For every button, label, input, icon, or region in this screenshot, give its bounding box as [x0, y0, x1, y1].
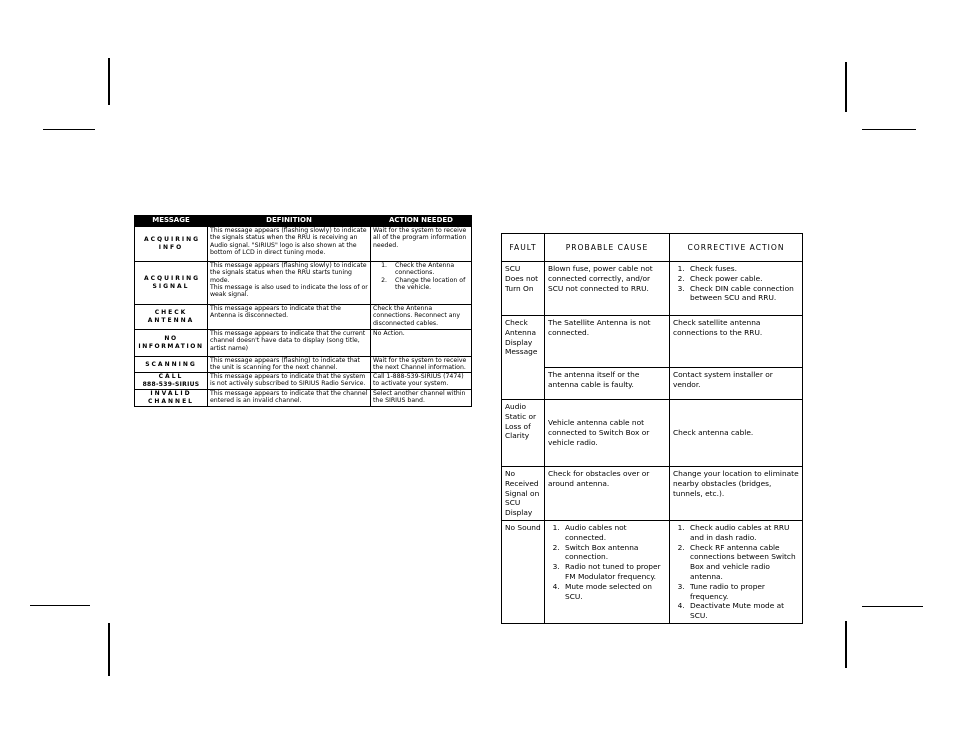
action-cell: Select another channel within the SIRIUS band.: [371, 390, 472, 407]
action-cell: [670, 520, 803, 623]
definition-cell: This message appears to indicate that the system is not actively subscribed to SIRIUS Radio Service.: [208, 373, 371, 390]
action-cell: Call 1-888-539-SIRIUS (7474) to activate your system.: [371, 373, 472, 390]
action-step: 2. Change the location of the vehicle.: [389, 277, 469, 292]
table-header-row: [502, 234, 803, 262]
table-row: [502, 368, 803, 400]
action-step: 1. Check the Antenna connections.: [389, 262, 469, 277]
message-cell: ACQUIRING INFO: [135, 227, 208, 262]
table-header-row: [135, 216, 472, 227]
action-cell: No Action.: [371, 330, 472, 357]
cause-step: 3. Radio not tuned to proper FM Modulator frequency.: [562, 562, 666, 582]
column-header: ACTION NEEDED: [371, 216, 472, 227]
fault-cell: No Received Signal on SCU Display: [502, 467, 545, 521]
display-messages-table: [134, 215, 472, 407]
definition-cell: This message appears to indicate that the channel entered is an invalid channel.: [208, 390, 371, 407]
cause-step: 2. Switch Box antenna connection.: [562, 543, 666, 563]
table-row: [502, 262, 803, 316]
cause-text: Vehicle antenna cable not connected to Switch Box or vehicle radio.: [548, 418, 650, 447]
action-cell: Contact system installer or vendor.: [670, 368, 803, 400]
action-cell: Wait for the system to receive the next Channel information.: [371, 357, 472, 373]
message-cell: CHECK ANTENNA: [135, 305, 208, 330]
column-header: DEFINITION: [208, 216, 371, 227]
action-cell: [371, 262, 472, 305]
cause-cell: [545, 520, 670, 623]
definition-text: This message appears (flashing slowly) to indicate the signals status when the RRU starts tuning mode.: [210, 262, 367, 284]
table-row: [135, 330, 472, 357]
column-header: MESSAGE: [135, 216, 208, 227]
column-header: CORRECTIVE ACTION: [670, 234, 803, 262]
cause-cell: Check for obstacles over or around antenna.: [545, 467, 670, 521]
message-cell: NO INFORMATION: [135, 330, 208, 357]
fault-cell: SCU Does not Turn On: [502, 262, 545, 316]
cause-cell: The Satellite Antenna is not connected.: [545, 316, 670, 368]
action-text: Check antenna cable.: [673, 428, 754, 438]
crop-mark: [108, 623, 110, 676]
crop-mark: [862, 129, 916, 130]
action-cell: [670, 400, 803, 467]
action-step: 1. Check fuses.: [687, 264, 799, 274]
crop-mark: [108, 58, 110, 105]
table-row: [502, 467, 803, 521]
troubleshooting-table: [501, 233, 803, 624]
definition-text: This message is also used to indicate the loss of or weak signal.: [210, 283, 368, 299]
cause-step: 1. Audio cables not connected.: [562, 523, 666, 543]
definition-cell: This message appears (flashing) to indicate that the unit is scanning for the next channel.: [208, 357, 371, 373]
table-row: [502, 316, 803, 368]
action-cell: Wait for the system to receive all of the program information needed.: [371, 227, 472, 262]
action-cell: [670, 262, 803, 316]
message-cell: SCANNING: [135, 357, 208, 373]
action-step: 2. Check power cable.: [687, 274, 799, 284]
action-step: 2. Check RF antenna cable connections between Switch Box and vehicle radio antenna.: [687, 543, 799, 582]
table-row: [502, 520, 803, 623]
crop-mark: [30, 605, 90, 606]
table-row: [135, 305, 472, 330]
message-cell: [135, 373, 208, 390]
table-row: [502, 400, 803, 467]
action-step: 4. Deactivate Mute mode at SCU.: [687, 601, 799, 621]
action-step: 1. Check audio cables at RRU and in dash radio.: [687, 523, 799, 543]
cause-cell: Blown fuse, power cable not connected correctly, and/or SCU not connected to RRU.: [545, 262, 670, 316]
column-header: FAULT: [502, 234, 545, 262]
crop-mark: [845, 62, 847, 112]
crop-mark: [845, 621, 847, 668]
table-row: [135, 373, 472, 390]
message-text: CALL: [158, 373, 184, 380]
crop-mark: [862, 606, 923, 607]
definition-cell: [208, 262, 371, 305]
table-row: [135, 357, 472, 373]
definition-cell: This message appears to indicate that the current channel doesn't have data to display (song title, artist name): [208, 330, 371, 357]
action-step: 3. Check DIN cable connection between SCU and RRU.: [687, 284, 799, 304]
message-cell: ACQUIRING SIGNAL: [135, 262, 208, 305]
fault-cell: Audio Static or Loss of Clarity: [502, 400, 545, 467]
message-cell: INVALID CHANNEL: [135, 390, 208, 407]
table-row: [135, 227, 472, 262]
cause-cell: [545, 400, 670, 467]
definition-cell: This message appears (flashing slowly) to indicate the signals status when the RRU is receiving an Audio signal. "SIRIUS" logo is also shown at the bottom of LCD in direct tuning mode.: [208, 227, 371, 262]
column-header: PROBABLE CAUSE: [545, 234, 670, 262]
crop-mark: [43, 129, 95, 130]
definition-cell: This message appears to indicate that the Antenna is disconnected.: [208, 305, 371, 330]
fault-cell: No Sound: [502, 520, 545, 623]
table-row: [135, 390, 472, 407]
fault-cell: Check Antenna Display Message: [502, 316, 545, 400]
action-cell: Change your location to eliminate nearby obstacles (bridges, tunnels, etc.).: [670, 467, 803, 521]
cause-cell: The antenna itself or the antenna cable is faulty.: [545, 368, 670, 400]
table-row: [135, 262, 472, 305]
action-cell: Check satellite antenna connections to the RRU.: [670, 316, 803, 368]
message-phone: 888-539-SIRIUS: [142, 381, 200, 388]
cause-step: 4. Mute mode selected on SCU.: [562, 582, 666, 602]
action-cell: Check the Antenna connections. Reconnect any disconnected cables.: [371, 305, 472, 330]
action-step: 3. Tune radio to proper frequency.: [687, 582, 799, 602]
